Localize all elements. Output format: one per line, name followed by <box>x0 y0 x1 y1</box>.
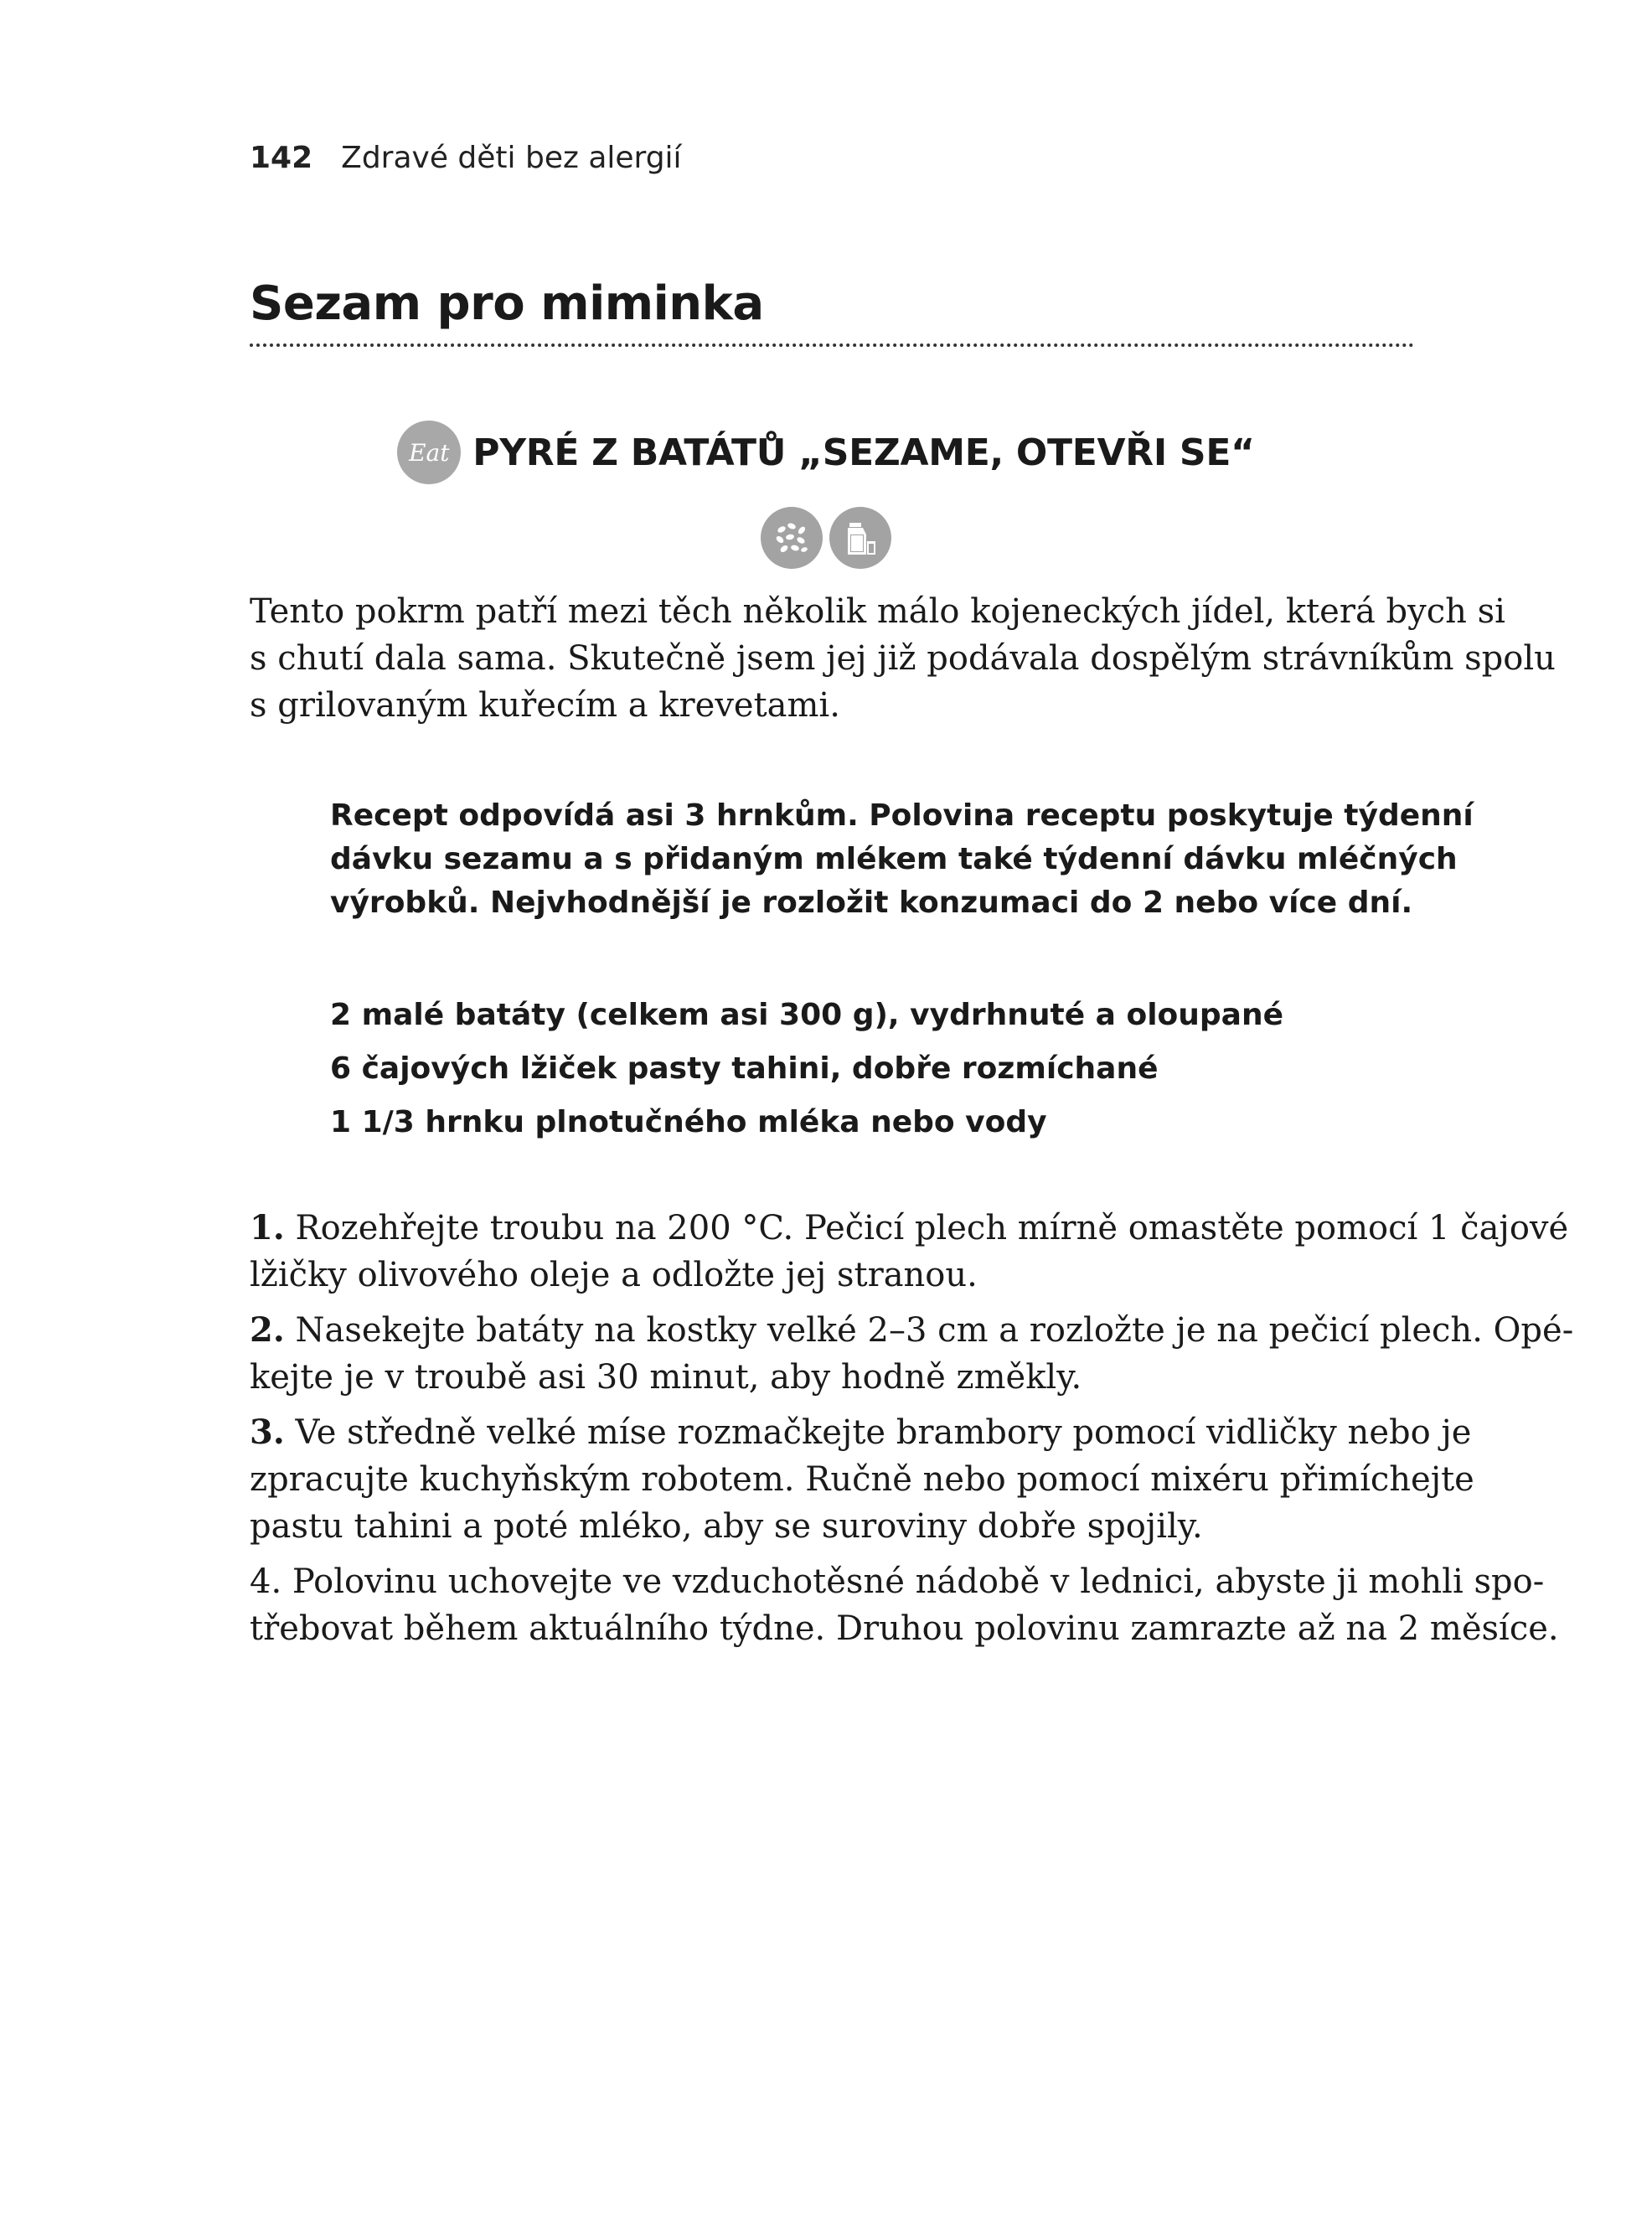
recipe-header <box>0 419 1652 486</box>
yield-line: dávku sezamu a s přidaným mlékem také týdenní dávku mléčných <box>330 842 1458 876</box>
ingredient-item: 6 čajových lžiček pasty tahini, dobře rozmíchané <box>330 1051 1159 1086</box>
step-number: 4. <box>250 1562 282 1601</box>
dotted-divider <box>250 343 1414 347</box>
sesame-seeds-icon <box>761 507 823 569</box>
step-line: pastu tahini a poté mléko, aby se suroviny dobře spojily. <box>250 1507 1203 1546</box>
recipe-step <box>250 1205 1569 1299</box>
ingredient-item: 2 malé batáty (celkem asi 300 g), vydrhnuté a oloupané <box>330 998 1284 1032</box>
step-line: kejte je v troubě asi 30 minut, aby hodně změkly. <box>250 1358 1082 1397</box>
step-line <box>250 1205 1569 1252</box>
intro-line: s grilovaným kuřecím a krevetami. <box>250 686 840 725</box>
recipe-yield-note <box>330 794 1474 925</box>
page-number: 142 <box>250 141 313 175</box>
allergen-icons <box>0 507 1652 574</box>
step-number: 1. <box>250 1208 285 1247</box>
step-text: Ve středně velké míse rozmačkejte brambory pomocí vidličky nebo je <box>295 1413 1472 1452</box>
eat-badge-icon: Eat <box>397 421 461 484</box>
yield-line: Recept odpovídá asi 3 hrnkům. Polovina receptu poskytuje týdenní <box>330 798 1474 833</box>
step-number: 3. <box>250 1413 285 1452</box>
step-line: třebovat během aktuálního týdne. Druhou polovinu zamrazte až na 2 měsíce. <box>250 1609 1559 1648</box>
intro-line: Tento pokrm patří mezi těch několik málo kojeneckých jídel, která bych si <box>250 592 1505 631</box>
intro-line: s chutí dala sama. Skutečně jsem jej již podávala dospělým strávníkům spolu <box>250 639 1556 678</box>
step-text: Nasekejte batáty na kostky velké 2–3 cm a rozložte je na pečicí plech. Opé- <box>295 1311 1574 1350</box>
step-number: 2. <box>250 1310 285 1350</box>
recipe-steps <box>250 1205 1574 1660</box>
recipe-intro <box>250 588 1556 729</box>
step-line <box>250 1558 1545 1605</box>
ingredient-item: 1 1/3 hrnku plnotučného mléka nebo vody <box>330 1105 1047 1139</box>
running-head <box>250 141 682 175</box>
recipe-title: PYRÉ Z BATÁTŮ „SEZAME, OTEVŘI SE“ <box>472 431 1255 474</box>
milk-carton-icon <box>829 507 891 569</box>
step-line <box>250 1307 1574 1354</box>
step-line: zpracujte kuchyňským robotem. Ručně nebo pomocí mixéru přimíchejte <box>250 1460 1474 1499</box>
yield-line: výrobků. Nejvhodnější je rozložit konzumaci do 2 nebo více dní. <box>330 886 1413 920</box>
step-line <box>250 1409 1472 1456</box>
ingredient-list <box>330 989 1419 1149</box>
step-text: Rozehřejte troubu na 200 °C. Pečicí plech mírně omastěte pomocí 1 čajové <box>295 1209 1569 1247</box>
section-title: Sezam pro miminka <box>250 276 764 331</box>
recipe-step <box>250 1409 1474 1550</box>
step-text: Polovinu uchovejte ve vzduchotěsné nádobě v lednici, abyste ji mohli spo- <box>292 1562 1545 1601</box>
book-title: Zdravé děti bez alergií <box>341 141 682 175</box>
step-line: lžičky olivového oleje a odložte jej stranou. <box>250 1256 978 1294</box>
recipe-step <box>250 1307 1574 1401</box>
recipe-step <box>250 1558 1559 1652</box>
